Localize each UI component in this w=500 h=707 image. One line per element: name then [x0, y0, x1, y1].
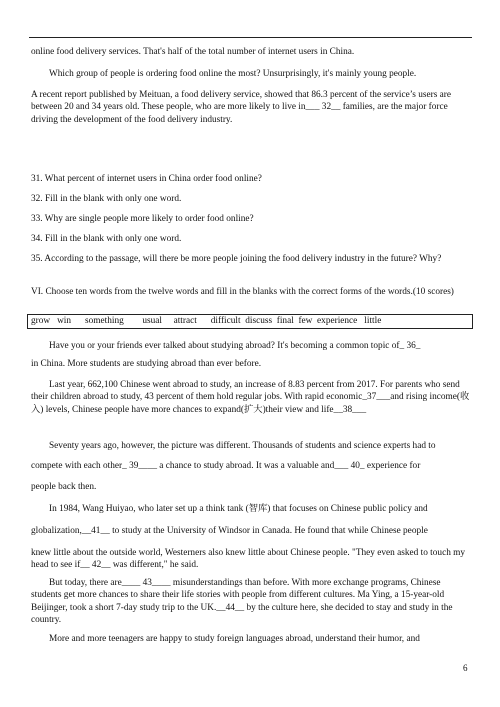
word-usual: usual [142, 316, 162, 327]
word-final: final [276, 316, 294, 327]
page-number: 6 [463, 663, 468, 673]
text-line: people back then. [31, 482, 97, 492]
paragraph: Last year, 662,100 Chinese went abroad to study, an increase of 8.83 percent from 2017. For parents who send their children abroad to study, 43 percent of them hold regular jobs. With rapid economic_37___and rising income(收入) levels, Chinese people have more chances to expand(扩大)their view and life__38___ [31, 380, 470, 415]
word-discuss: discuss [245, 316, 273, 327]
question-31: 31. What percent of internet users in China order food online? [31, 174, 262, 184]
question-34: 34. Fill in the blank with only one word. [31, 234, 182, 244]
text-line: Which group of people is ordering food online the most? Unsurprisingly, it's mainly young people. [49, 69, 417, 79]
text-line: compete with each other_ 39____ a chance to study abroad. It was a valuable and___ 40_ experience for [31, 461, 421, 471]
word-difficult: difficult [210, 316, 241, 327]
paragraph: But today, there are____ 43____ misunderstandings than before. With more exchange programs, Chinese students get more chances to share their life stories with people from different cultures. Ma Ying, a 15-year-old Beijinger, took a short 7-day study trip to the UK.__44__ by the culture here, she decided to stay and study in the country. [31, 578, 453, 626]
word-grow: grow [31, 316, 51, 327]
header-rule [29, 37, 472, 38]
text-line: in China. More students are studying abroad than ever before. [31, 359, 262, 369]
question-32: 32. Fill in the blank with only one word. [31, 194, 182, 204]
paragraph: A recent report published by Meituan, a food delivery service, showed that 86.3 percent of the service’s users are between 20 and 34 years old. These people, who are more likely to live in___ 32__ families, are the major force driving the development of the food delivery industry. [31, 90, 452, 125]
section-heading: VI. Choose ten words from the twelve words and fill in the blanks with the correct forms of the words.(10 scores) [31, 287, 454, 297]
text-line: Seventy years ago, however, the picture was different. Thousands of students and science experts had to [49, 441, 436, 451]
text-line: Have you or your friends ever talked about studying abroad? It's becoming a common topic of_ 36_ [49, 341, 421, 351]
word-little: little [364, 316, 382, 327]
question-33: 33. Why are single people more likely to order food online? [31, 214, 254, 224]
word-bank-box [27, 314, 473, 329]
text-line: online food delivery services. That's half of the total number of internet users in China. [31, 47, 355, 57]
word-win: win [57, 316, 72, 327]
text-line: In 1984, Wang Huiyao, who later set up a think tank (智库) that focuses on Chinese public policy and [49, 504, 428, 514]
paragraph: knew little about the outside world, Westerners also knew little about Chinese people. "They even asked to touch my head to see if__ 42__ was different," he said. [31, 548, 466, 571]
question-35: 35. According to the passage, will there be more people joining the food delivery industry in the future? Why? [31, 254, 442, 264]
text-line: More and more teenagers are happy to study foreign languages abroad, understand their humor, and [49, 634, 420, 644]
word-something: something [85, 316, 124, 327]
word-experience: experience [317, 316, 358, 327]
text-line: globalization,__41__ to study at the University of Windsor in Canada. He found that while Chinese people [31, 526, 428, 536]
word-attract: attract [173, 316, 197, 327]
word-few: few [298, 316, 313, 327]
